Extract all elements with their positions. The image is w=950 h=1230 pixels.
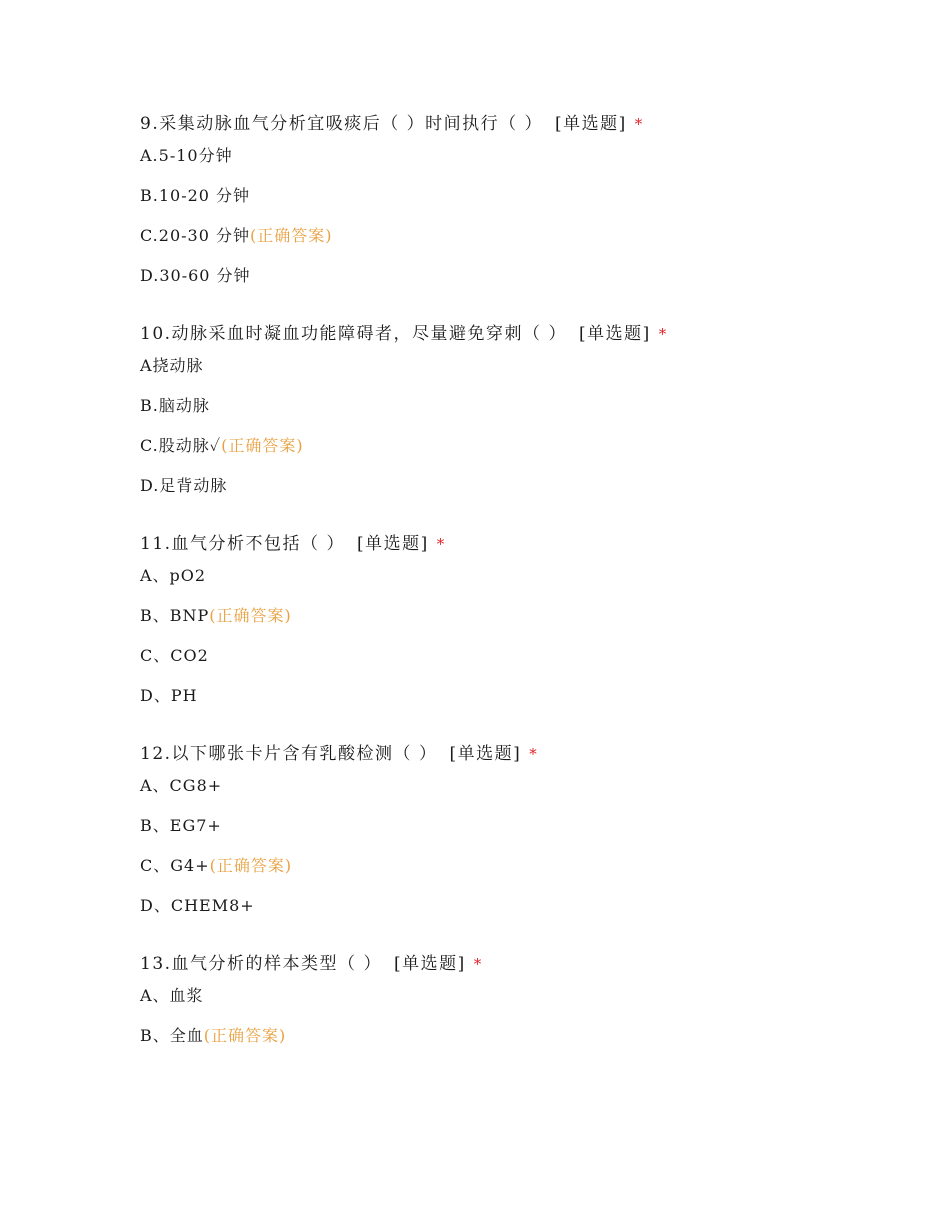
option-d[interactable] <box>140 890 900 922</box>
question-type: [单选题] <box>555 114 627 134</box>
option-a[interactable] <box>140 770 900 802</box>
option-c[interactable] <box>140 850 900 882</box>
option-text: B、BNP <box>140 606 210 625</box>
option-c[interactable] <box>140 640 900 672</box>
option-text: C.股动脉✓ <box>140 436 222 455</box>
correct-answer-tag: (正确答案) <box>203 1026 287 1045</box>
option-text: A、CG8+ <box>140 776 223 795</box>
option-b[interactable] <box>140 390 900 422</box>
option-text: D、PH <box>140 686 198 705</box>
question-title <box>140 948 900 980</box>
required-mark: * <box>436 535 446 553</box>
option-a[interactable] <box>140 350 900 382</box>
option-text: C、CO2 <box>140 646 209 665</box>
option-c[interactable] <box>140 220 900 252</box>
question-10 <box>140 318 900 502</box>
question-text: 11.血气分析不包括（ ） <box>140 534 345 554</box>
required-mark: * <box>634 115 644 133</box>
option-text: C.20-30 分钟 <box>140 226 250 245</box>
option-c[interactable] <box>140 430 900 462</box>
option-text: A、pO2 <box>140 566 207 585</box>
question-list <box>140 108 900 1078</box>
question-title <box>140 528 900 560</box>
question-text: 13.血气分析的样本类型（ ） <box>140 954 382 974</box>
option-d[interactable] <box>140 470 900 502</box>
option-b[interactable] <box>140 1020 900 1052</box>
required-mark: * <box>529 745 539 763</box>
question-12 <box>140 738 900 922</box>
correct-answer-tag: (正确答案) <box>209 606 292 625</box>
question-type: [单选题] <box>449 744 522 764</box>
option-text: B、EG7+ <box>140 816 222 835</box>
option-text: D.30-60 分钟 <box>140 266 251 285</box>
option-d[interactable] <box>140 680 900 712</box>
required-mark: * <box>473 955 483 973</box>
option-text: B.10-20 分钟 <box>140 186 251 205</box>
option-b[interactable] <box>140 600 900 632</box>
option-text: B.脑动脉 <box>140 396 210 415</box>
option-text: A、血浆 <box>140 986 204 1005</box>
option-b[interactable] <box>140 810 900 842</box>
question-11 <box>140 528 900 712</box>
option-a[interactable] <box>140 560 900 592</box>
question-title <box>140 108 900 140</box>
option-text: B、全血 <box>140 1026 204 1045</box>
option-a[interactable] <box>140 980 900 1012</box>
required-mark: * <box>658 325 668 343</box>
question-title <box>140 318 900 350</box>
option-text: A挠动脉 <box>140 356 204 375</box>
question-9 <box>140 108 900 292</box>
question-text: 10.动脉采血时凝血功能障碍者，尽量避免穿刺（ ） <box>140 324 567 344</box>
question-type: [单选题] <box>393 954 466 974</box>
option-text: D.足背动脉 <box>140 476 228 495</box>
correct-answer-tag: (正确答案) <box>249 226 333 245</box>
question-type: [单选题] <box>578 324 651 344</box>
question-13 <box>140 948 900 1052</box>
question-text: 12.以下哪张卡片含有乳酸检测（ ） <box>140 744 438 764</box>
question-title <box>140 738 900 770</box>
option-text: C、G4+ <box>140 856 210 875</box>
correct-answer-tag: (正确答案) <box>221 436 304 455</box>
correct-answer-tag: (正确答案) <box>209 856 293 875</box>
question-text: 9.采集动脉血气分析宜吸痰后（ ）时间执行（ ） <box>140 114 544 134</box>
question-type: [单选题] <box>356 534 429 554</box>
option-d[interactable] <box>140 260 900 292</box>
option-text: A.5-10分钟 <box>140 146 233 165</box>
option-text: D、CHEM8+ <box>140 896 255 915</box>
option-a[interactable] <box>140 140 900 172</box>
option-b[interactable] <box>140 180 900 212</box>
